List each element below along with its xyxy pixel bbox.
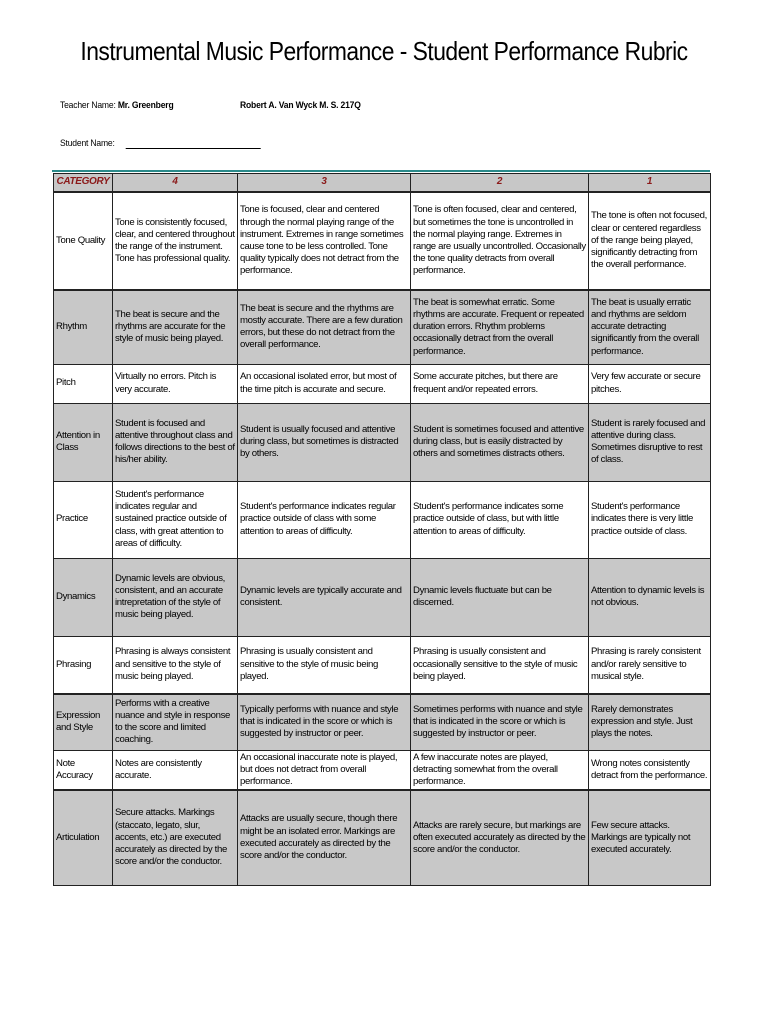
row-pitch [54,364,711,403]
category-cell: Note Accuracy [54,750,113,790]
category-cell: Articulation [54,790,113,885]
header-score-2: 2 [411,174,589,193]
score-4-cell: Performs with a creative nuance and style in response to the score and limited coaching. [113,694,238,750]
score-3-cell: An occasional inaccurate note is played, but does not detract from overall performance. [238,750,411,790]
row-rhythm [54,290,711,364]
score-2-cell: The beat is somewhat erratic. Some rhythms are accurate. Frequent or repeated duration errors. Rhythm problems occasionally detract from the overall performance. [411,290,589,364]
score-2-cell: Sometimes performs with nuance and style that is indicated in the score or which is suggested by instructor or peer. [411,694,589,750]
score-4-cell: Virtually no errors. Pitch is very accurate. [113,364,238,403]
score-1-cell: The beat is usually erratic and rhythms are seldom accurate detracting significantly from the overall performance. [589,290,711,364]
teacher-name-value: Mr. Greenberg [117,100,174,111]
score-3-cell: Typically performs with nuance and style that is indicated in the score or which is suggested by instructor or peer. [238,694,411,750]
score-3-cell: An occasional isolated error, but most of the time pitch is accurate and secure. [238,364,411,403]
student-name-label: Student Name: [60,138,115,149]
rubric-table [53,173,711,886]
score-4-cell: Secure attacks. Markings (staccato, legato, slur, accents, etc.) are executed accurately as directed by the score and/or the conductor. [113,790,238,885]
score-3-cell: Attacks are usually secure, though there might be an isolated error. Markings are executed accurately as directed by the score and/or the conductor. [238,790,411,885]
row-expression-and-style [54,694,711,750]
category-cell: Attention in Class [54,403,113,481]
teacher-name-label: Teacher Name: [60,100,116,111]
header-score-4: 4 [113,174,238,193]
score-3-cell: Tone is focused, clear and centered through the normal playing range of the instrument. Extremes in range sometimes cause tone to be less controlled. Tone quality typically does not detract from the performance. [238,192,411,290]
score-2-cell: Dynamic levels fluctuate but can be discerned. [411,558,589,636]
row-dynamics [54,558,711,636]
student-name-line [60,138,261,149]
score-1-cell: Student's performance indicates there is very little practice outside of class. [589,481,711,558]
score-4-cell: Tone is consistently focused, clear, and centered throughout the range of the instrument. Tone has professional quality. [113,192,238,290]
row-note-accuracy [54,750,711,790]
score-4-cell: Student's performance indicates regular and sustained practice outside of class, with great attention to areas of difficulty. [113,481,238,558]
teacher-name-line [60,100,173,111]
score-4-cell: The beat is secure and the rhythms are accurate for the style of music being played. [113,290,238,364]
row-phrasing [54,636,711,694]
page-title: Instrumental Music Performance - Student Performance Rubric [80,36,688,66]
category-cell: Pitch [54,364,113,403]
score-2-cell: Student is sometimes focused and attentive during class, but is easily distracted by others and sometimes distracts others. [411,403,589,481]
score-1-cell: Phrasing is rarely consistent and/or rarely sensitive to musical style. [589,636,711,694]
category-cell: Practice [54,481,113,558]
header-score-1: 1 [589,174,711,193]
header-score-3: 3 [238,174,411,193]
category-cell: Rhythm [54,290,113,364]
score-1-cell: Student is rarely focused and attentive during class. Sometimes disruptive to rest of class. [589,403,711,481]
score-2-cell: A few inaccurate notes are played, detracting somewhat from the overall performance. [411,750,589,790]
school-name [240,100,361,111]
student-name-field[interactable] [126,139,261,149]
row-tone-quality [54,192,711,290]
category-cell: Tone Quality [54,192,113,290]
header-category: CATEGORY [54,174,113,193]
score-1-cell: Rarely demonstrates expression and style. Just plays the notes. [589,694,711,750]
row-articulation [54,790,711,885]
score-1-cell: The tone is often not focused, clear or centered regardless of the range being played, significantly detracting from the overall performance. [589,192,711,290]
category-cell: Dynamics [54,558,113,636]
score-2-cell: Tone is often focused, clear and centered, but sometimes the tone is uncontrolled in the normal playing range. Extremes in range are usually uncontrolled. Occasionally the tone quality detracts from overall performance. [411,192,589,290]
score-4-cell: Student is focused and attentive throughout class and follows directions to the best of his/her ability. [113,403,238,481]
score-1-cell: Attention to dynamic levels is not obvious. [589,558,711,636]
score-4-cell: Dynamic levels are obvious, consistent, and an accurate intrepretation of the style of music being played. [113,558,238,636]
row-practice [54,481,711,558]
score-2-cell: Phrasing is usually consistent and occasionally sensitive to the style of music being played. [411,636,589,694]
score-2-cell: Attacks are rarely secure, but markings are often executed accurately as directed by the score and/or the conductor. [411,790,589,885]
score-3-cell: Student is usually focused and attentive during class, but sometimes is distracted by others. [238,403,411,481]
score-4-cell: Notes are consistently accurate. [113,750,238,790]
score-1-cell: Wrong notes consistently detract from the performance. [589,750,711,790]
header-rule [52,170,710,172]
score-1-cell: Very few accurate or secure pitches. [589,364,711,403]
score-3-cell: Student's performance indicates regular practice outside of class with some attention to areas of difficulty. [238,481,411,558]
header-row [54,174,711,193]
category-cell: Phrasing [54,636,113,694]
score-3-cell: Dynamic levels are typically accurate and consistent. [238,558,411,636]
score-3-cell: Phrasing is usually consistent and sensitive to the style of music being played. [238,636,411,694]
score-2-cell: Some accurate pitches, but there are frequent and/or repeated errors. [411,364,589,403]
category-cell: Expression and Style [54,694,113,750]
score-2-cell: Student's performance indicates some practice outside of class, but with little attention to areas of difficulty. [411,481,589,558]
school-name-value: Robert A. Van Wyck M. S. 217Q [240,100,361,111]
score-3-cell: The beat is secure and the rhythms are mostly accurate. There are a few duration errors, but these do not detract from the overall performance. [238,290,411,364]
score-4-cell: Phrasing is always consistent and sensitive to the style of music being played. [113,636,238,694]
row-attention-in-class [54,403,711,481]
score-1-cell: Few secure attacks. Markings are typically not executed accurately. [589,790,711,885]
